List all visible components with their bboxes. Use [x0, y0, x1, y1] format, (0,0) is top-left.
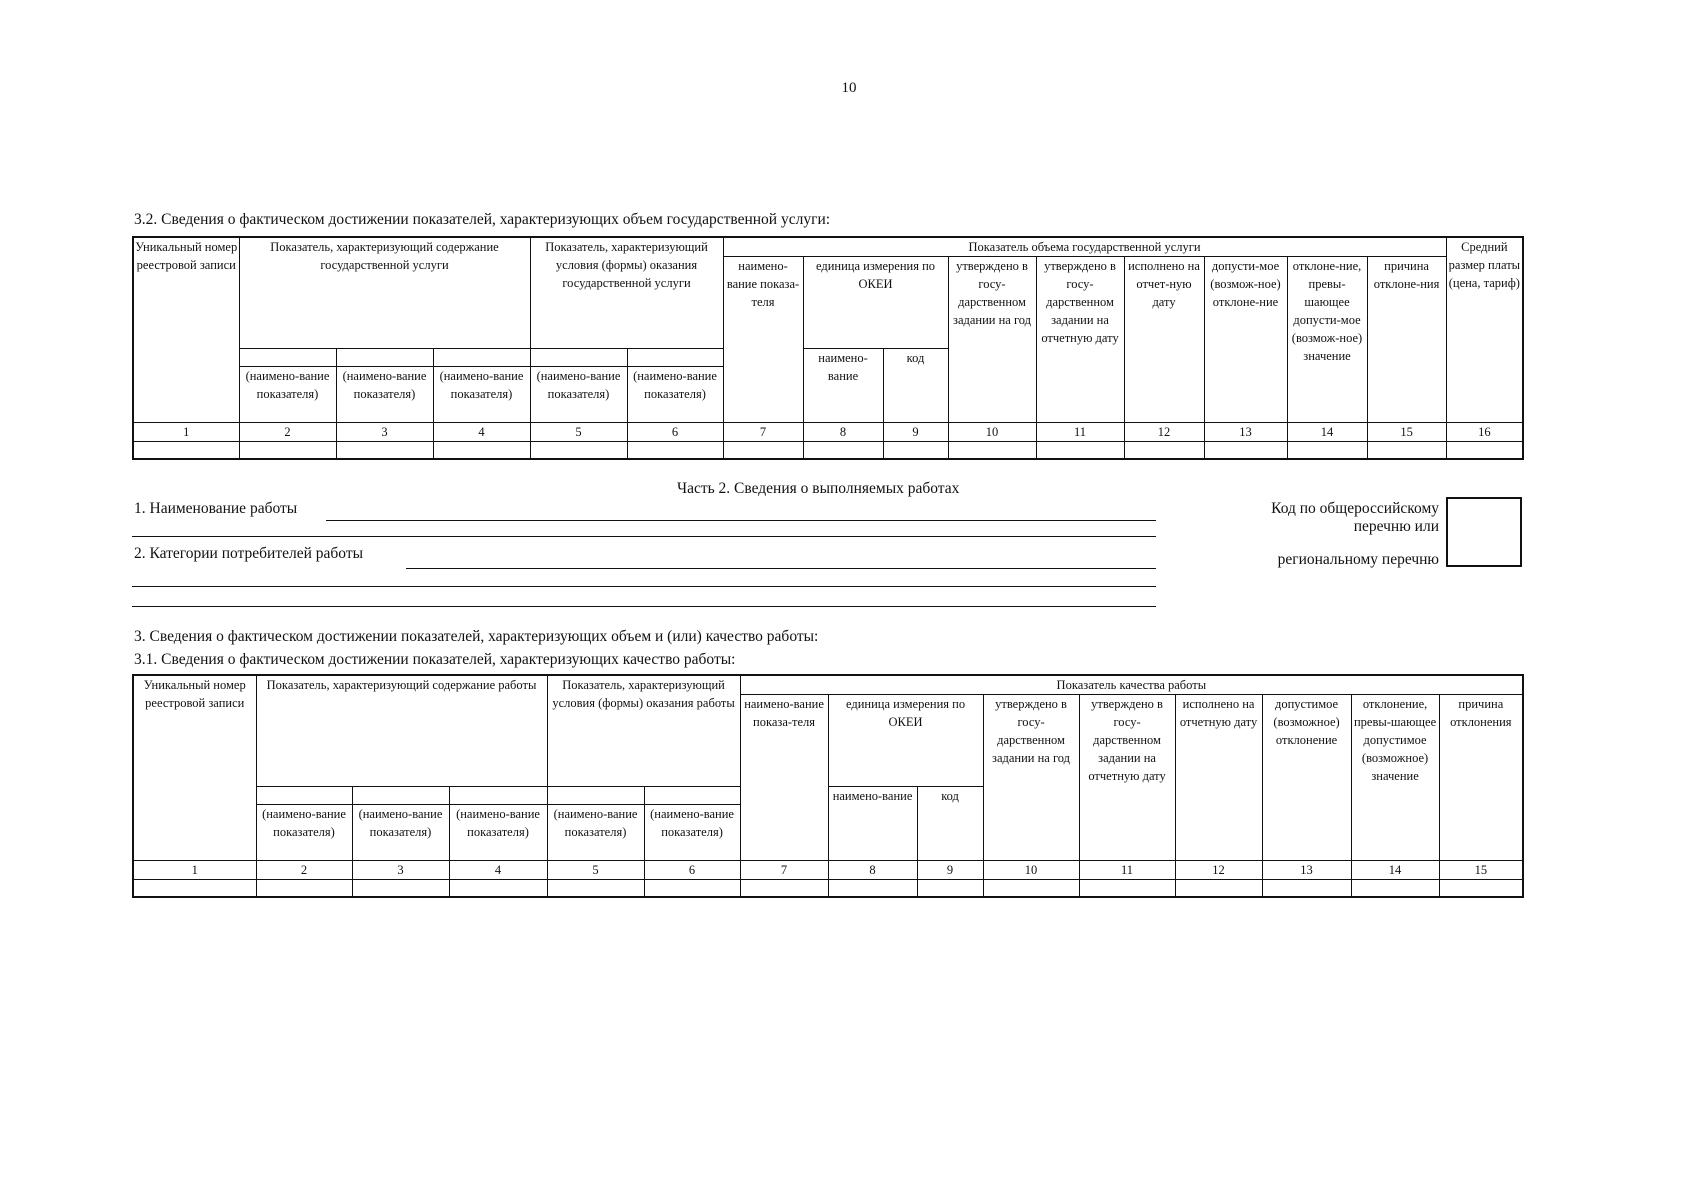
blank-cell [256, 787, 352, 805]
blank-cell [530, 349, 627, 367]
data-cell[interactable] [530, 442, 627, 459]
header-exceeding-deviation: отклоне-ние, превы-шающее допусти-мое (возмож-ное) значение [1287, 257, 1367, 423]
header-sub-indicator-name: (наимено-вание показателя) [449, 805, 547, 861]
header-executed: исполнено на отчет-ную дату [1124, 257, 1204, 423]
header-sub-indicator-name: (наимено-вание показателя) [530, 367, 627, 423]
header-content-indicator: Показатель, характеризующий содержание государственной услуги [239, 237, 530, 349]
data-cell[interactable] [1351, 880, 1439, 897]
column-number: 16 [1446, 423, 1523, 442]
data-cell[interactable] [1439, 880, 1523, 897]
consumers-label: 2. Категории потребителей работы [134, 545, 364, 562]
header-average-fee: Средний размер платы (цена, тариф) [1446, 237, 1523, 423]
consumers-line[interactable] [132, 606, 1156, 607]
header-approved-date: утверждено в госу-дарственном задании на отчетную дату [1036, 257, 1124, 423]
header-conditions-indicator: Показатель, характеризующий условия (формы) оказания работы [547, 675, 740, 787]
column-number: 14 [1351, 861, 1439, 880]
column-number: 12 [1175, 861, 1262, 880]
header-sub-indicator-name: (наимено-вание показателя) [352, 805, 449, 861]
header-sub-indicator-name: (наимено-вание показателя) [336, 367, 433, 423]
work-name-line[interactable] [132, 536, 1156, 537]
header-unit-okei: единица измерения по ОКЕИ [803, 257, 948, 349]
column-number: 6 [627, 423, 723, 442]
section-3-title: 3. Сведения о фактическом достижении показателей, характеризующих объем и (или) качество работы: [134, 628, 819, 645]
blank-cell [547, 787, 644, 805]
blank-cell [627, 349, 723, 367]
header-sub-indicator-name: (наимено-вание показателя) [627, 367, 723, 423]
data-cell[interactable] [1079, 880, 1175, 897]
header-approved-date: утверждено в госу-дарственном задании на отчетную дату [1079, 695, 1175, 861]
header-unique-number: Уникальный номер реестровой записи [133, 237, 239, 423]
column-number: 9 [883, 423, 948, 442]
section-3-1-title: 3.1. Сведения о фактическом достижении показателей, характеризующих качество работы: [134, 651, 736, 668]
blank-cell [644, 787, 740, 805]
data-cell[interactable] [256, 880, 352, 897]
code-label-line-3: региональному перечню [1277, 551, 1439, 568]
column-number: 3 [336, 423, 433, 442]
work-name-line[interactable] [326, 520, 1156, 521]
data-cell[interactable] [883, 442, 948, 459]
column-number: 7 [740, 861, 828, 880]
header-unit-code: код [883, 349, 948, 423]
data-cell[interactable] [433, 442, 530, 459]
part-2-title: Часть 2. Сведения о выполняемых работах [677, 480, 960, 497]
data-cell[interactable] [917, 880, 983, 897]
column-number: 1 [133, 423, 239, 442]
data-cell[interactable] [133, 442, 239, 459]
header-unit-name: наимено-вание [828, 787, 917, 861]
header-sub-indicator-name: (наимено-вание показателя) [644, 805, 740, 861]
blank-cell [336, 349, 433, 367]
blank-cell [352, 787, 449, 805]
column-number: 2 [256, 861, 352, 880]
column-number: 10 [948, 423, 1036, 442]
data-cell[interactable] [449, 880, 547, 897]
column-number: 4 [449, 861, 547, 880]
header-unique-number: Уникальный номер реестровой записи [133, 675, 256, 861]
data-cell[interactable] [1262, 880, 1351, 897]
header-content-indicator: Показатель, характеризующий содержание работы [256, 675, 547, 787]
column-number: 9 [917, 861, 983, 880]
column-number: 1 [133, 861, 256, 880]
column-number: 10 [983, 861, 1079, 880]
data-cell[interactable] [723, 442, 803, 459]
column-number: 6 [644, 861, 740, 880]
page-number: 10 [841, 80, 857, 96]
header-indicator-name: наимено-вание показа-теля [740, 695, 828, 861]
volume-indicators-table [132, 236, 1524, 460]
header-quality-indicator: Показатель качества работы [740, 675, 1523, 695]
column-number: 11 [1079, 861, 1175, 880]
header-indicator-name: наимено-вание показа-теля [723, 257, 803, 423]
header-sub-indicator-name: (наимено-вание показателя) [256, 805, 352, 861]
section-3-2-title: 3.2. Сведения о фактическом достижении показателей, характеризующих объем государственной услуги: [134, 211, 831, 228]
data-cell[interactable] [1287, 442, 1367, 459]
header-unit-okei: единица измерения по ОКЕИ [828, 695, 983, 787]
blank-cell [449, 787, 547, 805]
data-cell[interactable] [1204, 442, 1287, 459]
column-number: 13 [1204, 423, 1287, 442]
column-number: 3 [352, 861, 449, 880]
header-unit-code: код [917, 787, 983, 861]
data-cell[interactable] [1036, 442, 1124, 459]
header-volume-indicator: Показатель объема государственной услуги [723, 237, 1446, 257]
data-cell[interactable] [1175, 880, 1262, 897]
header-conditions-indicator: Показатель, характеризующий условия (формы) оказания государственной услуги [530, 237, 723, 349]
header-approved-year: утверждено в госу-дарственном задании на год [948, 257, 1036, 423]
data-cell[interactable] [627, 442, 723, 459]
data-cell[interactable] [1367, 442, 1446, 459]
column-number: 5 [530, 423, 627, 442]
column-number: 2 [239, 423, 336, 442]
column-number: 8 [828, 861, 917, 880]
header-allowed-deviation: допустимое (возможное) отклонение [1262, 695, 1351, 861]
data-cell[interactable] [133, 880, 256, 897]
data-cell[interactable] [644, 880, 740, 897]
quality-indicators-table [132, 674, 1524, 898]
work-name-label: 1. Наименование работы [134, 500, 298, 517]
header-executed: исполнено на отчетную дату [1175, 695, 1262, 861]
consumers-line[interactable] [406, 568, 1156, 569]
header-deviation-reason: причина отклоне-ния [1367, 257, 1446, 423]
blank-cell [433, 349, 530, 367]
column-number: 4 [433, 423, 530, 442]
data-cell[interactable] [547, 880, 644, 897]
column-number: 8 [803, 423, 883, 442]
header-deviation-reason: причина отклонения [1439, 695, 1523, 861]
header-unit-name: наимено-вание [803, 349, 883, 423]
data-cell[interactable] [239, 442, 336, 459]
header-exceeding-deviation: отклонение, превы-шающее допустимое (возможное) значение [1351, 695, 1439, 861]
column-number: 12 [1124, 423, 1204, 442]
column-number: 5 [547, 861, 644, 880]
data-cell[interactable] [983, 880, 1079, 897]
header-sub-indicator-name: (наимено-вание показателя) [547, 805, 644, 861]
code-label-line-2: перечню или [1353, 518, 1439, 535]
consumers-line[interactable] [132, 586, 1156, 587]
column-number: 11 [1036, 423, 1124, 442]
data-cell[interactable] [740, 880, 828, 897]
data-cell[interactable] [948, 442, 1036, 459]
header-sub-indicator-name: (наимено-вание показателя) [433, 367, 530, 423]
data-cell[interactable] [803, 442, 883, 459]
column-number: 13 [1262, 861, 1351, 880]
column-number: 14 [1287, 423, 1367, 442]
registry-code-box[interactable] [1446, 497, 1522, 567]
data-cell[interactable] [1446, 442, 1523, 459]
header-sub-indicator-name: (наимено-вание показателя) [239, 367, 336, 423]
column-number: 15 [1439, 861, 1523, 880]
data-cell[interactable] [1124, 442, 1204, 459]
column-number: 15 [1367, 423, 1446, 442]
data-cell[interactable] [352, 880, 449, 897]
blank-cell [239, 349, 336, 367]
code-label-line-1: Код по общероссийскому [1271, 500, 1439, 517]
header-approved-year: утверждено в госу-дарственном задании на год [983, 695, 1079, 861]
column-number: 7 [723, 423, 803, 442]
header-allowed-deviation: допусти-мое (возмож-ное) отклоне-ние [1204, 257, 1287, 423]
data-cell[interactable] [336, 442, 433, 459]
data-cell[interactable] [828, 880, 917, 897]
